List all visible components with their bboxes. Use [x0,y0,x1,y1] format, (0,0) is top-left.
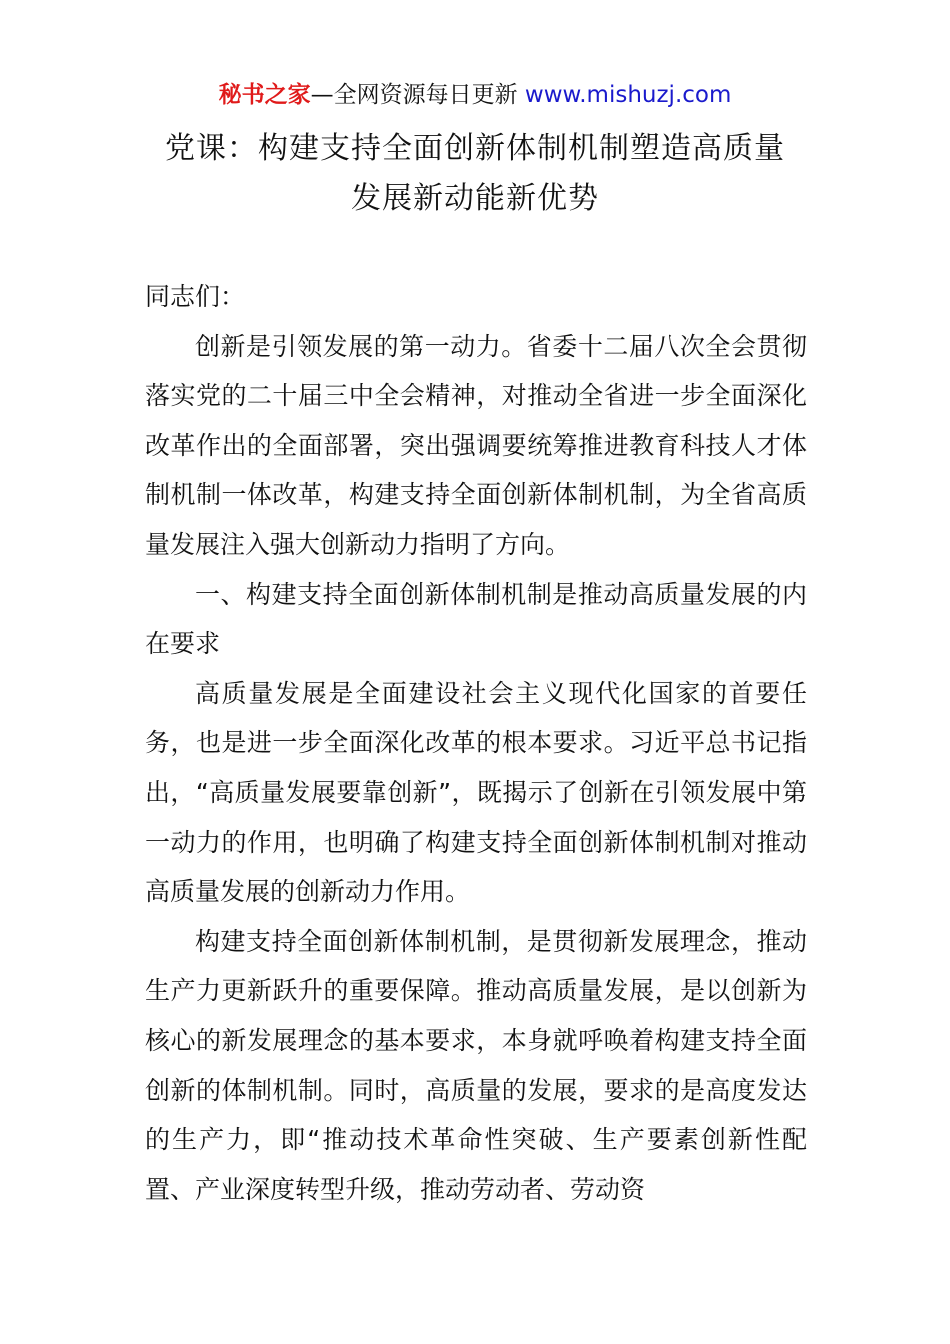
section-heading-1: 一、构建支持全面创新体制机制是推动高质量发展的内在要求 [145,579,807,659]
paragraph-mechanism: 构建支持全面创新体制机制，是贯彻新发展理念，推动生产力更新跃升的重要保障。推动高质量发展，是以创新为核心的新发展理念的基本要求，本身就呼唤着构建支持全面创新的体制机制。同时，高质量的发展，要求的是高度发达的生产力，即“推动技术革命性突破、生产要素创新性配置、产业深度转型升级，推动劳动者、劳动资 [145,926,807,1204]
site-url: www.mishuzj.com [524,82,732,108]
document-title-line-2: 发展新动能新优势 [351,181,599,216]
site-tagline: —全网资源每日更新 [310,82,525,108]
document-title-line-1: 党课：构建支持全面创新体制机制塑造高质量 [165,131,785,166]
site-header [0,80,950,110]
salutation: 同志们： [145,282,246,311]
paragraph-intro: 创新是引领发展的第一动力。省委十二届八次全会贯彻落实党的二十届三中全会精神，对推动全省进一步全面深化改革作出的全面部署，突出强调要统筹推进教育科技人才体制机制一体改革，构建支持全面创新体制机制，为全省高质量发展注入强大创新动力指明了方向。 [145,331,807,559]
paragraph-high-quality: 高质量发展是全面建设社会主义现代化国家的首要任务，也是进一步全面深化改革的根本要求。习近平总书记指出，“高质量发展要靠创新”，既揭示了创新在引领发展中第一动力的作用，也明确了构建支持全面创新体制机制对推动高质量发展的创新动力作用。 [145,678,807,907]
document-body [145,272,807,1214]
document-title [120,124,830,224]
site-brand: 秘书之家 [218,82,311,108]
